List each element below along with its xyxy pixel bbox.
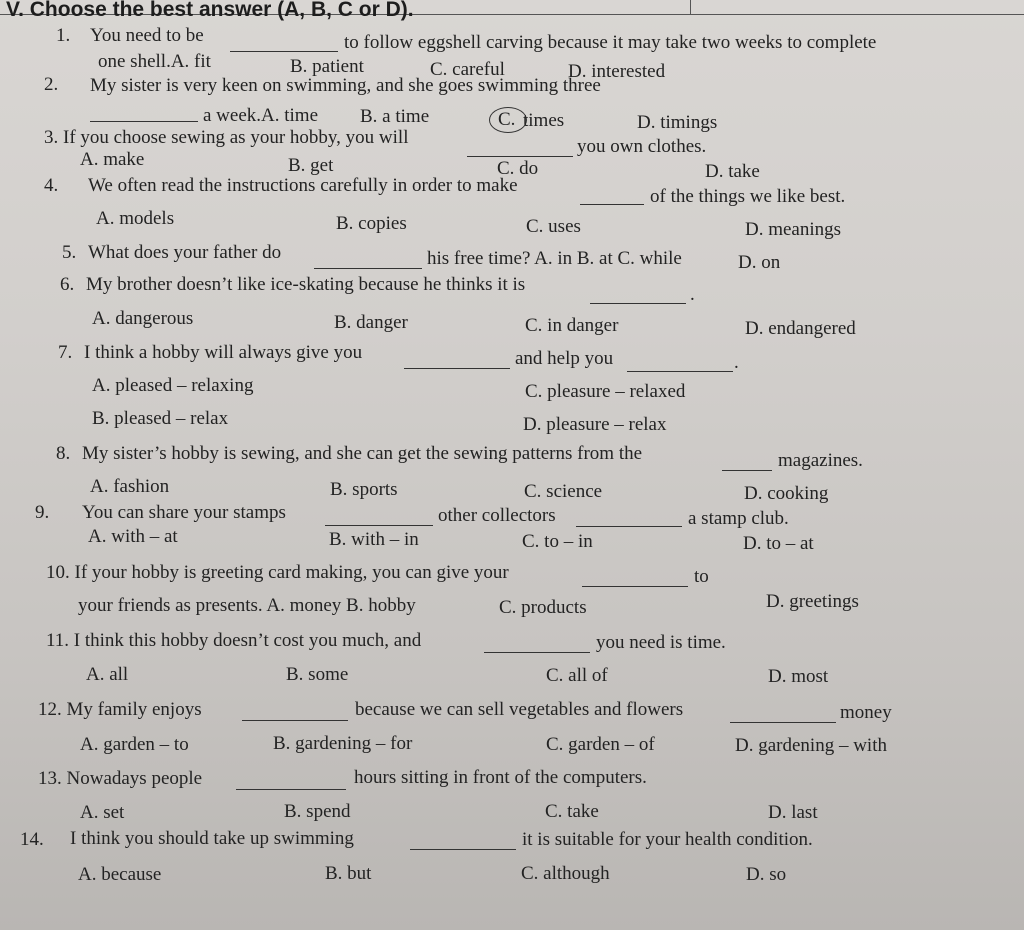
q8-option-d: D. cooking [744, 483, 829, 504]
q12-text-b: because we can sell vegetables and flowers [355, 699, 684, 720]
q2-option-d: D. timings [637, 112, 718, 133]
q12-option-c: C. garden – of [546, 734, 655, 755]
q8-number: 8. [56, 443, 71, 464]
q9-blank-1 [325, 524, 433, 526]
q13-option-a: A. set [80, 802, 125, 823]
q14-text-b: it is suitable for your health condition. [522, 829, 813, 850]
q11-option-b: B. some [286, 664, 349, 685]
q14-option-b: B. but [325, 863, 372, 884]
q7-number: 7. [58, 342, 73, 363]
q7-text-a: I think a hobby will always give you [84, 342, 363, 363]
q4-blank [580, 203, 644, 205]
q6-text-a: My brother doesn’t like ice-skating because he thinks it is [86, 274, 526, 295]
q2-option-b: B. a time [360, 106, 430, 127]
q7-option-c: C. pleasure – relaxed [525, 381, 686, 402]
q11-text-a: 11. I think this hobby doesn’t cost you much, and [46, 630, 422, 651]
q11-option-d: D. most [768, 666, 829, 687]
q13-text-a: 13. Nowadays people [38, 768, 203, 789]
q8-blank [722, 469, 772, 471]
q2-blank [90, 120, 198, 122]
q11-option-a: A. all [86, 664, 129, 685]
q3-option-d: D. take [705, 161, 760, 182]
q9-blank-2 [576, 525, 682, 527]
q7-text-b: and help you [515, 348, 614, 369]
q9-option-d: D. to – at [743, 533, 814, 554]
q12-blank-2 [730, 721, 836, 723]
q1-text-a: You need to be [90, 25, 204, 46]
q14-option-a: A. because [78, 864, 162, 885]
q10-text-a: 10. If your hobby is greeting card making, you can give your [46, 562, 509, 583]
q12-option-a: A. garden – to [80, 734, 189, 755]
q3-option-c: C. do [497, 158, 539, 179]
q6-option-b: B. danger [334, 312, 408, 333]
q13-text-b: hours sitting in front of the computers. [354, 767, 647, 788]
q9-text-b: other collectors [438, 505, 556, 526]
q10-text-c: your friends as presents. A. money B. hobby [78, 595, 416, 616]
q1-option-d: D. interested [568, 61, 666, 82]
q4-option-d: D. meanings [745, 219, 842, 240]
q7-text-c: . [734, 352, 739, 373]
q11-blank [484, 651, 590, 653]
q5-number: 5. [62, 242, 77, 263]
q12-text-a: 12. My family enjoys [38, 699, 202, 720]
q12-text-c: money [840, 702, 892, 723]
q1-option-c: C. careful [430, 59, 505, 80]
q4-text-b: of the things we like best. [650, 186, 846, 207]
q3-blank [467, 155, 573, 157]
q1-text-b: to follow eggshell carving because it may take two weeks to complete [344, 32, 877, 53]
q4-option-a: A. models [96, 208, 175, 229]
q7-option-d: D. pleasure – relax [523, 414, 667, 435]
q6-text-b: . [690, 284, 695, 305]
q9-option-b: B. with – in [329, 529, 419, 550]
q2-number: 2. [44, 74, 59, 95]
q12-blank-1 [242, 719, 348, 721]
q3-text-b: you own clothes. [577, 136, 707, 157]
q9-number: 9. [35, 502, 50, 523]
q5-text-a: What does your father do [88, 242, 282, 263]
q1-text-c: one shell.A. fit [98, 51, 211, 72]
q9-text-c: a stamp club. [688, 508, 789, 529]
q10-blank [582, 585, 688, 587]
q8-text-b: magazines. [778, 450, 863, 471]
q7-blank-1 [404, 367, 510, 369]
q14-option-d: D. so [746, 864, 787, 885]
section-heading: V. Choose the best answer (A, B, C or D). [6, 0, 414, 21]
q13-option-c: C. take [545, 801, 599, 822]
q12-option-b: B. gardening – for [273, 733, 413, 754]
q7-blank-2 [627, 370, 733, 372]
q8-text-a: My sister’s hobby is sewing, and she can get the sewing patterns from the [82, 443, 643, 464]
q2-text-b: a week.A. time [203, 105, 319, 126]
q14-blank [410, 848, 516, 850]
q13-blank [236, 788, 346, 790]
q8-option-c: C. science [524, 481, 603, 502]
q1-number: 1. [56, 25, 71, 46]
q13-option-d: D. last [768, 802, 818, 823]
q3-option-b: B. get [288, 155, 334, 176]
q14-option-c: C. although [521, 863, 610, 884]
q11-option-c: C. all of [546, 665, 608, 686]
q2-option-c-text: times [523, 110, 565, 131]
top-border-divider [690, 0, 691, 14]
q7-option-b: B. pleased – relax [92, 408, 229, 429]
q13-option-b: B. spend [284, 801, 351, 822]
q6-option-c: C. in danger [525, 315, 619, 336]
q10-text-b: to [694, 566, 709, 587]
q9-text-a: You can share your stamps [82, 502, 286, 523]
q8-option-b: B. sports [330, 479, 398, 500]
q3-text-a: 3. If you choose sewing as your hobby, you will [44, 127, 409, 148]
q6-option-a: A. dangerous [92, 308, 194, 329]
q5-option-d: D. on [738, 252, 781, 273]
q10-option-d: D. greetings [766, 591, 859, 612]
q10-option-c: C. products [499, 597, 587, 618]
q7-option-a: A. pleased – relaxing [92, 375, 254, 396]
q12-option-d: D. gardening – with [735, 735, 887, 756]
q2-text-a: My sister is very keen on swimming, and she goes swimming three [90, 75, 601, 96]
q4-option-b: B. copies [336, 213, 407, 234]
q6-blank [590, 302, 686, 304]
q6-option-d: D. endangered [745, 318, 856, 339]
q5-text-b: his free time? A. in B. at C. while [427, 248, 682, 269]
q2-option-c-letter: C. [498, 109, 516, 130]
q14-number: 14. [20, 829, 44, 850]
q8-option-a: A. fashion [90, 476, 170, 497]
q9-option-a: A. with – at [88, 526, 178, 547]
q4-number: 4. [44, 175, 59, 196]
q9-option-c: C. to – in [522, 531, 593, 552]
q1-blank [230, 50, 338, 52]
q14-text-a: I think you should take up swimming [70, 828, 354, 849]
q4-option-c: C. uses [526, 216, 581, 237]
q4-text-a: We often read the instructions carefully in order to make [88, 175, 518, 196]
q1-option-b: B. patient [290, 56, 364, 77]
q11-text-b: you need is time. [596, 632, 726, 653]
q6-number: 6. [60, 274, 75, 295]
q5-blank [314, 267, 422, 269]
q3-option-a: A. make [80, 149, 145, 170]
